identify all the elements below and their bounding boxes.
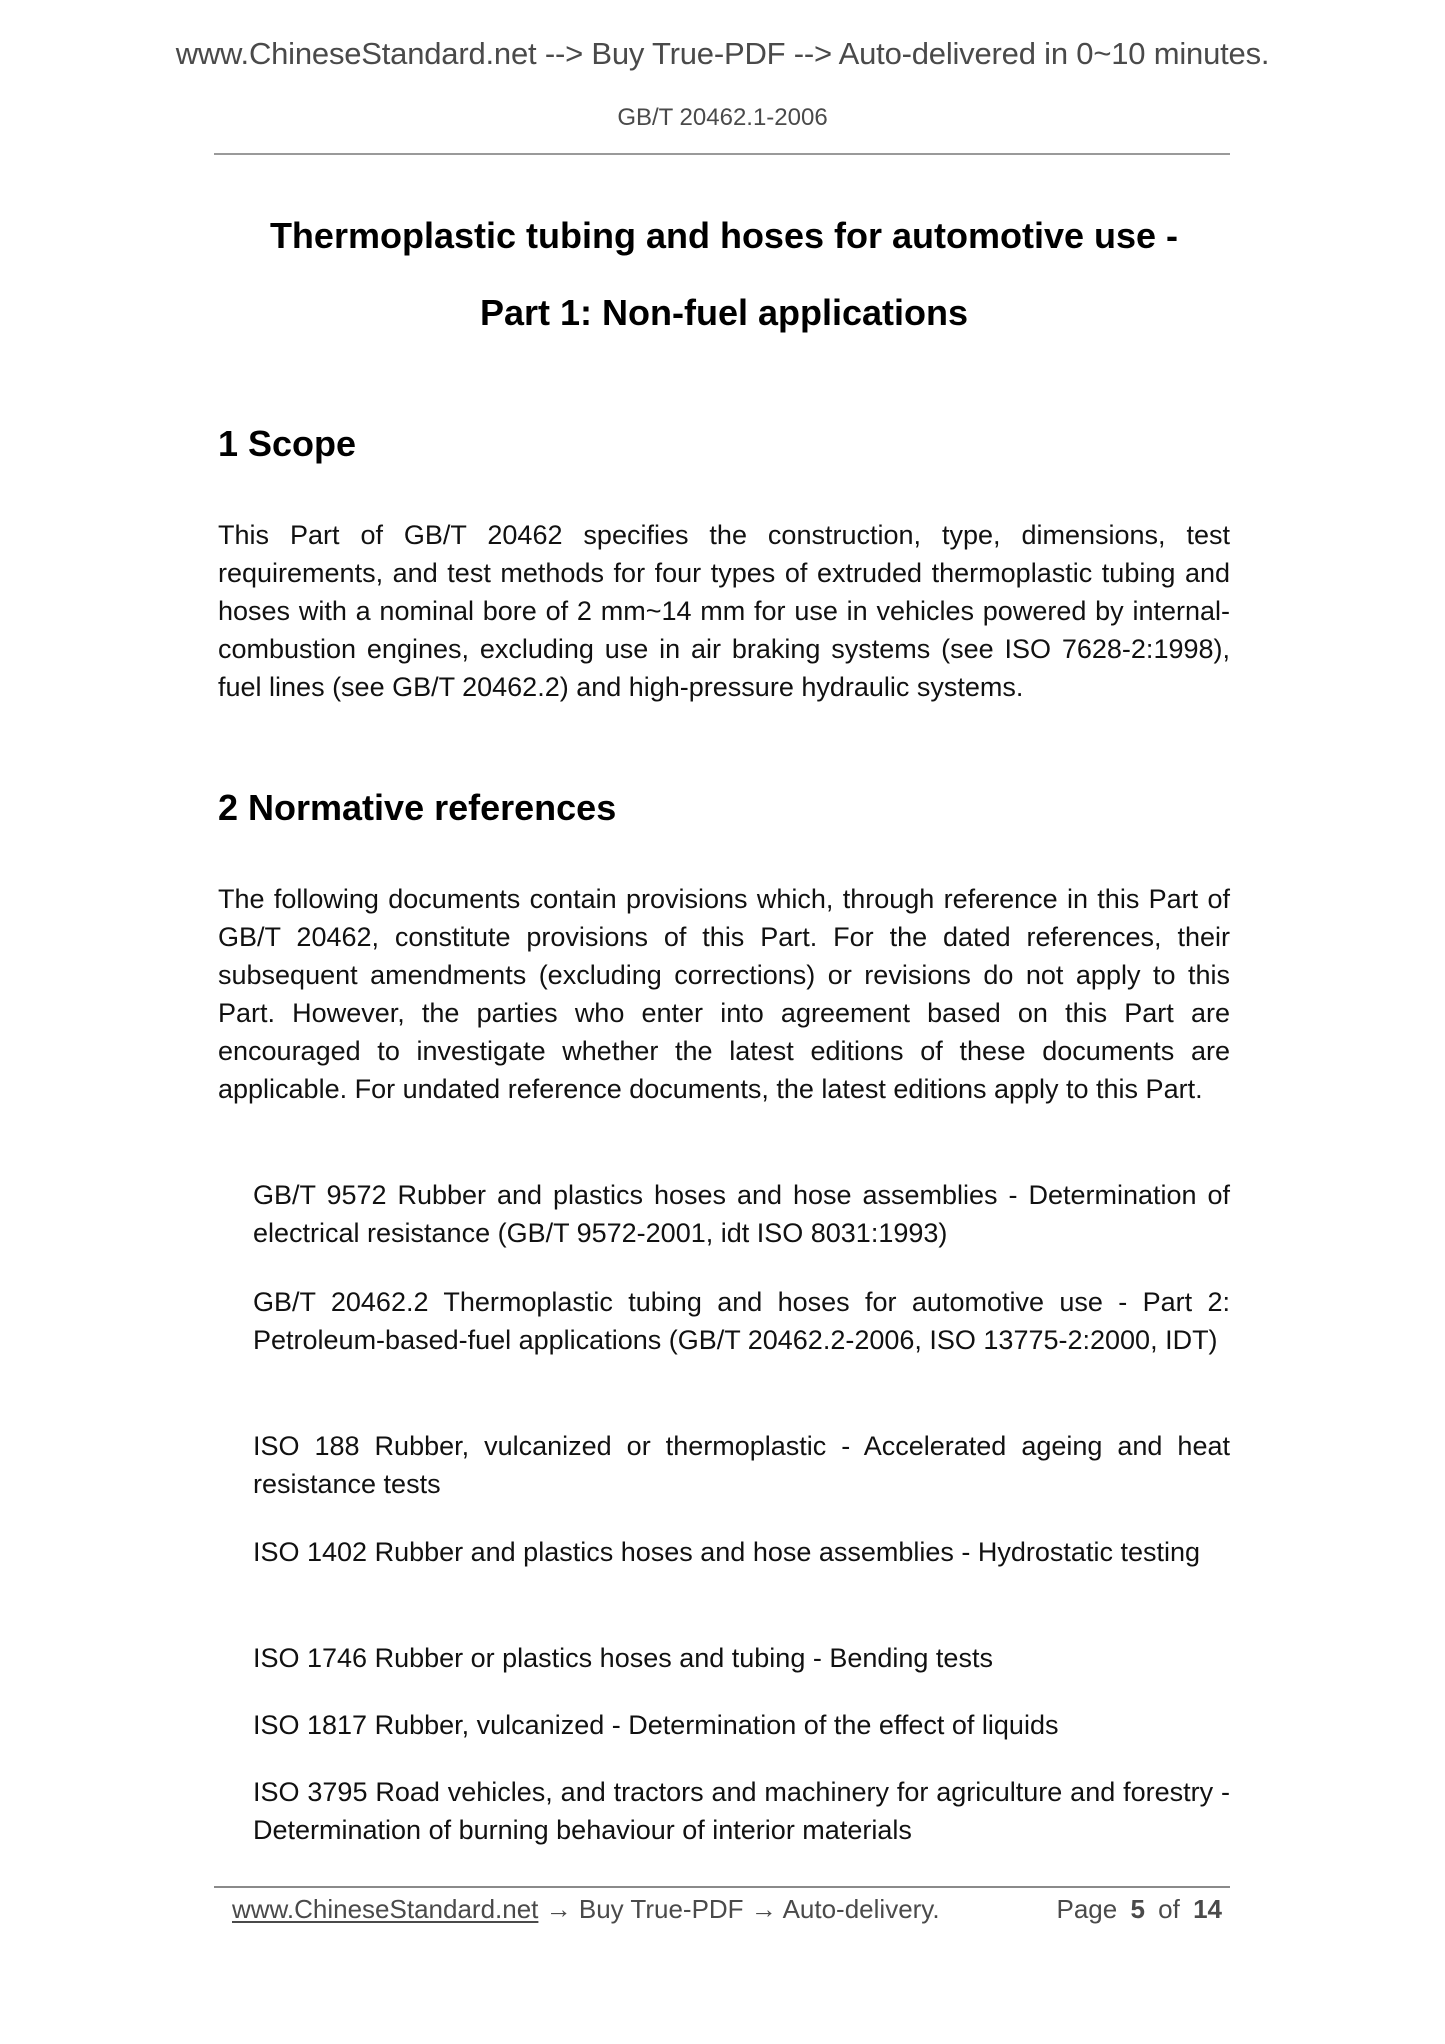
page-indicator	[1056, 1894, 1222, 1925]
document-title-line2: Part 1: Non-fuel applications	[479, 292, 969, 333]
reference-item: ISO 1402 Rubber and plastics hoses and hose assemblies - Hydrostatic testing	[253, 1537, 1201, 1567]
current-page-number: 5	[1130, 1894, 1145, 1924]
scope-paragraph: This Part of GB/T 20462 specifies the construction, type, dimensions, test requirements, and test methods for four types of extruded thermoplastic tubing and hoses with a nominal bore of 2 mm~14 mm for use in vehicles powered by internal-combustion engines, excluding use in air braking systems (see ISO 7628-2:1998), fuel lines (see GB/T 20462.2) and high-pressure hydraulic systems.	[218, 520, 1230, 702]
document-code: GB/T 20462.1-2006	[617, 104, 828, 131]
reference-item: ISO 188 Rubber, vulcanized or thermoplastic - Accelerated ageing and heat resistance tests	[253, 1431, 1230, 1499]
footer-divider	[214, 1886, 1230, 1888]
section-heading-scope: 1 Scope	[218, 423, 357, 464]
page-label: Page	[1056, 1894, 1118, 1924]
total-pages-number: 14	[1193, 1894, 1222, 1924]
reference-item: ISO 1817 Rubber, vulcanized - Determination of the effect of liquids	[253, 1710, 1059, 1740]
reference-item: ISO 3795 Road vehicles, and tractors and machinery for agriculture and forestry - Determination of burning behaviour of interior materials	[253, 1777, 1230, 1845]
reference-item: GB/T 20462.2 Thermoplastic tubing and hoses for automotive use - Part 2: Petroleum-based-fuel applications (GB/T 20462.2-2006, ISO 13775-2:2000, IDT)	[253, 1287, 1230, 1355]
normative-references-paragraph: The following documents contain provisions which, through reference in this Part of GB/T 20462, constitute provisions of this Part. For the dated references, their subsequent amendments (excluding corrections) or revisions do not apply to this Part. However, the parties who enter into agreement based on this Part are encouraged to investigate whether the latest editions of these documents are applicable. For undated reference documents, the latest editions apply to this Part.	[218, 884, 1230, 1104]
reference-item: ISO 1746 Rubber or plastics hoses and tubing - Bending tests	[253, 1643, 993, 1673]
header-divider	[214, 153, 1230, 155]
website-link[interactable]: www.ChineseStandard.net	[232, 1894, 539, 1924]
section-heading-normative-references: 2 Normative references	[218, 787, 617, 828]
footer-text: → Buy True-PDF → Auto-delivery.	[538, 1894, 940, 1924]
top-banner: www.ChineseStandard.net --> Buy True-PDF --> Auto-delivered in 0~10 minutes.	[175, 36, 1270, 71]
page-footer	[232, 1894, 1222, 1925]
of-label: of	[1158, 1894, 1180, 1924]
document-title-line1: Thermoplastic tubing and hoses for automotive use -	[269, 215, 1179, 256]
reference-item: GB/T 9572 Rubber and plastics hoses and hose assemblies - Determination of electrical resistance (GB/T 9572-2001, idt ISO 8031:1993)	[253, 1180, 1230, 1248]
